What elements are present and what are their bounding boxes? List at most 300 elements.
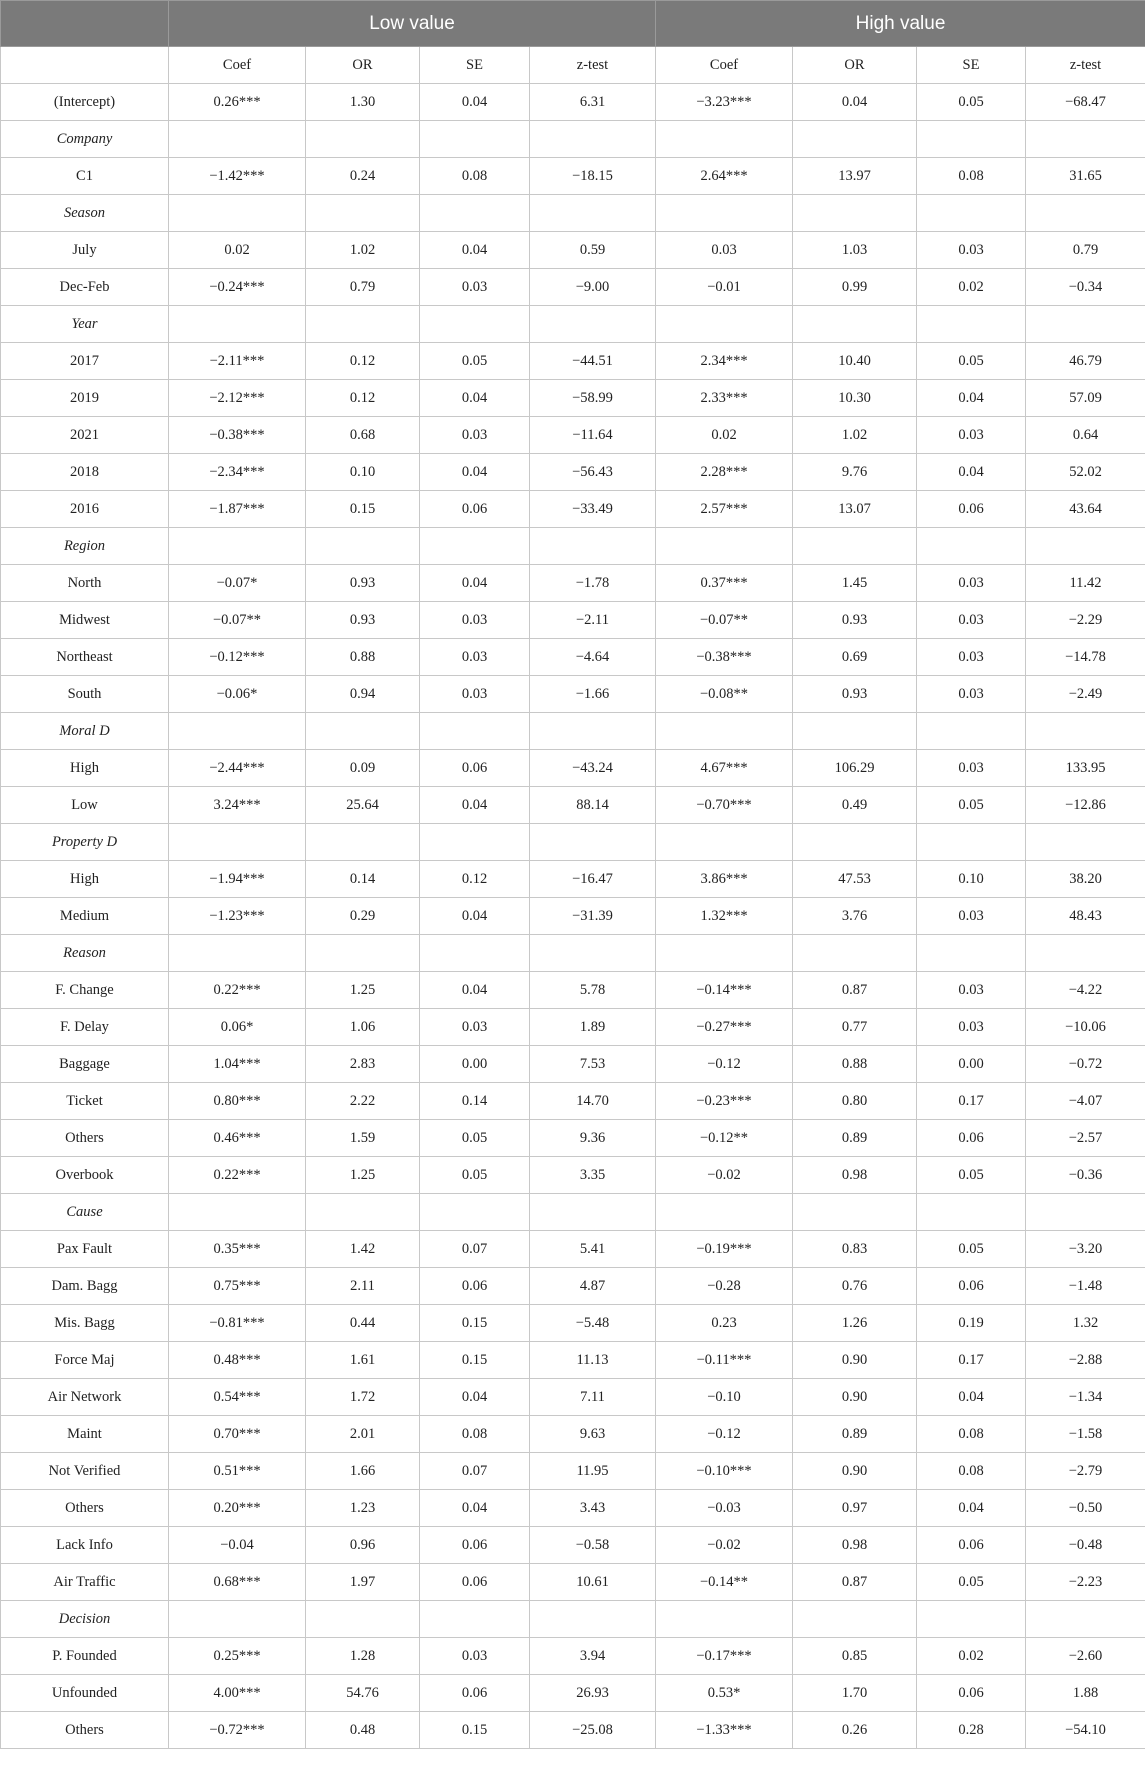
value-cell: [169, 306, 306, 343]
value-cell: 2.11: [306, 1268, 420, 1305]
value-cell: [1026, 935, 1145, 972]
value-cell: 0.05: [917, 1231, 1026, 1268]
value-cell: 0.05: [420, 1120, 530, 1157]
value-cell: [306, 824, 420, 861]
value-cell: 0.08: [917, 158, 1026, 195]
value-cell: −1.87***: [169, 491, 306, 528]
column-header-empty: [1, 47, 169, 84]
value-cell: 0.12: [306, 343, 420, 380]
value-cell: [530, 121, 656, 158]
value-cell: 1.26: [793, 1305, 917, 1342]
value-cell: −1.34: [1026, 1379, 1145, 1416]
value-cell: 1.59: [306, 1120, 420, 1157]
value-cell: 1.32: [1026, 1305, 1145, 1342]
value-cell: [793, 935, 917, 972]
value-cell: [917, 306, 1026, 343]
value-cell: 0.05: [917, 1564, 1026, 1601]
row-label: Pax Fault: [1, 1231, 169, 1268]
value-cell: [917, 935, 1026, 972]
value-cell: 0.03: [917, 232, 1026, 269]
value-cell: −10.06: [1026, 1009, 1145, 1046]
value-cell: 0.15: [420, 1305, 530, 1342]
value-cell: 0.90: [793, 1379, 917, 1416]
table-row: [1, 454, 1145, 491]
value-cell: −56.43: [530, 454, 656, 491]
value-cell: [1026, 713, 1145, 750]
value-cell: 0.03: [420, 676, 530, 713]
value-cell: 3.94: [530, 1638, 656, 1675]
value-cell: −12.86: [1026, 787, 1145, 824]
value-cell: [656, 935, 793, 972]
value-cell: [306, 713, 420, 750]
value-cell: 57.09: [1026, 380, 1145, 417]
value-cell: −1.48: [1026, 1268, 1145, 1305]
value-cell: 0.49: [793, 787, 917, 824]
value-cell: 9.76: [793, 454, 917, 491]
value-cell: 0.15: [420, 1712, 530, 1749]
value-cell: 0.04: [420, 84, 530, 121]
value-cell: 0.03: [917, 602, 1026, 639]
category-row: [1, 824, 1145, 861]
table-row: [1, 232, 1145, 269]
column-header-row: [1, 47, 1145, 84]
value-cell: 1.23: [306, 1490, 420, 1527]
value-cell: 0.48: [306, 1712, 420, 1749]
table-row: [1, 972, 1145, 1009]
value-cell: [530, 306, 656, 343]
value-cell: 0.04: [420, 232, 530, 269]
value-cell: −2.60: [1026, 1638, 1145, 1675]
category-label: Decision: [1, 1601, 169, 1638]
row-label: 2021: [1, 417, 169, 454]
value-cell: 0.03: [656, 232, 793, 269]
value-cell: −0.04: [169, 1527, 306, 1564]
value-cell: −54.10: [1026, 1712, 1145, 1749]
value-cell: 0.69: [793, 639, 917, 676]
value-cell: 0.88: [306, 639, 420, 676]
value-cell: 0.98: [793, 1527, 917, 1564]
value-cell: −2.12***: [169, 380, 306, 417]
value-cell: −0.01: [656, 269, 793, 306]
value-cell: 0.97: [793, 1490, 917, 1527]
value-cell: 0.06: [917, 1268, 1026, 1305]
table-row: [1, 676, 1145, 713]
value-cell: 0.04: [420, 454, 530, 491]
value-cell: 0.25***: [169, 1638, 306, 1675]
value-cell: 0.03: [420, 1009, 530, 1046]
value-cell: [306, 935, 420, 972]
value-cell: −0.06*: [169, 676, 306, 713]
value-cell: 0.08: [917, 1416, 1026, 1453]
value-cell: [656, 713, 793, 750]
value-cell: 2.64***: [656, 158, 793, 195]
value-cell: 0.03: [917, 898, 1026, 935]
value-cell: 52.02: [1026, 454, 1145, 491]
value-cell: −2.11: [530, 602, 656, 639]
row-label: Others: [1, 1120, 169, 1157]
value-cell: 38.20: [1026, 861, 1145, 898]
value-cell: [420, 824, 530, 861]
value-cell: 1.04***: [169, 1046, 306, 1083]
value-cell: −4.22: [1026, 972, 1145, 1009]
value-cell: [793, 121, 917, 158]
value-cell: 7.53: [530, 1046, 656, 1083]
value-cell: −1.23***: [169, 898, 306, 935]
value-cell: 1.42: [306, 1231, 420, 1268]
value-cell: 0.87: [793, 1564, 917, 1601]
value-cell: −0.07**: [656, 602, 793, 639]
value-cell: −0.02: [656, 1527, 793, 1564]
value-cell: 25.64: [306, 787, 420, 824]
column-header-or: OR: [793, 47, 917, 84]
row-label: 2019: [1, 380, 169, 417]
value-cell: [420, 195, 530, 232]
column-header-z-test: z-test: [530, 47, 656, 84]
category-label: Company: [1, 121, 169, 158]
value-cell: 0.26***: [169, 84, 306, 121]
value-cell: 0.03: [917, 1009, 1026, 1046]
value-cell: 0.89: [793, 1120, 917, 1157]
row-label: Midwest: [1, 602, 169, 639]
value-cell: 3.86***: [656, 861, 793, 898]
category-row: [1, 121, 1145, 158]
value-cell: −0.81***: [169, 1305, 306, 1342]
category-row: [1, 195, 1145, 232]
table-row: [1, 1009, 1145, 1046]
value-cell: 0.19: [917, 1305, 1026, 1342]
value-cell: −0.72: [1026, 1046, 1145, 1083]
value-cell: −0.08**: [656, 676, 793, 713]
value-cell: −0.19***: [656, 1231, 793, 1268]
value-cell: [169, 1601, 306, 1638]
value-cell: 0.05: [420, 343, 530, 380]
value-cell: 2.22: [306, 1083, 420, 1120]
value-cell: [793, 824, 917, 861]
value-cell: 0.68***: [169, 1564, 306, 1601]
value-cell: 0.51***: [169, 1453, 306, 1490]
value-cell: [420, 1601, 530, 1638]
value-cell: 0.06*: [169, 1009, 306, 1046]
category-row: [1, 1194, 1145, 1231]
value-cell: 0.83: [793, 1231, 917, 1268]
value-cell: −5.48: [530, 1305, 656, 1342]
value-cell: [530, 195, 656, 232]
category-row: [1, 1601, 1145, 1638]
value-cell: 0.22***: [169, 1157, 306, 1194]
value-cell: 0.79: [306, 269, 420, 306]
value-cell: −1.58: [1026, 1416, 1145, 1453]
value-cell: 0.12: [306, 380, 420, 417]
row-label: Low: [1, 787, 169, 824]
category-row: [1, 528, 1145, 565]
value-cell: 0.03: [420, 1638, 530, 1675]
value-cell: 0.03: [420, 639, 530, 676]
value-cell: 0.04: [420, 1379, 530, 1416]
value-cell: [793, 195, 917, 232]
value-cell: 0.70***: [169, 1416, 306, 1453]
value-cell: 0.15: [306, 491, 420, 528]
value-cell: 1.89: [530, 1009, 656, 1046]
value-cell: −2.34***: [169, 454, 306, 491]
value-cell: 0.02: [656, 417, 793, 454]
value-cell: 2.83: [306, 1046, 420, 1083]
table-row: [1, 1675, 1145, 1712]
value-cell: −3.23***: [656, 84, 793, 121]
value-cell: 0.00: [917, 1046, 1026, 1083]
value-cell: 3.24***: [169, 787, 306, 824]
value-cell: 1.70: [793, 1675, 917, 1712]
value-cell: −0.36: [1026, 1157, 1145, 1194]
value-cell: 0.85: [793, 1638, 917, 1675]
category-label: Region: [1, 528, 169, 565]
value-cell: 0.06: [917, 1120, 1026, 1157]
value-cell: 0.87: [793, 972, 917, 1009]
table-row: [1, 417, 1145, 454]
category-label: Property D: [1, 824, 169, 861]
value-cell: 4.00***: [169, 1675, 306, 1712]
value-cell: 13.97: [793, 158, 917, 195]
value-cell: 1.97: [306, 1564, 420, 1601]
value-cell: 0.04: [917, 1490, 1026, 1527]
value-cell: 10.61: [530, 1564, 656, 1601]
value-cell: [917, 713, 1026, 750]
category-label: Moral D: [1, 713, 169, 750]
value-cell: −0.38***: [656, 639, 793, 676]
value-cell: 0.04: [793, 84, 917, 121]
table-row: [1, 565, 1145, 602]
table-row: [1, 1564, 1145, 1601]
value-cell: 0.03: [917, 750, 1026, 787]
value-cell: 0.94: [306, 676, 420, 713]
value-cell: 0.00: [420, 1046, 530, 1083]
value-cell: 4.67***: [656, 750, 793, 787]
value-cell: −18.15: [530, 158, 656, 195]
value-cell: −4.07: [1026, 1083, 1145, 1120]
category-row: [1, 306, 1145, 343]
row-label: 2016: [1, 491, 169, 528]
value-cell: 0.93: [793, 676, 917, 713]
row-label: Others: [1, 1712, 169, 1749]
value-cell: [656, 121, 793, 158]
value-cell: [530, 1601, 656, 1638]
value-cell: [656, 1601, 793, 1638]
category-row: [1, 713, 1145, 750]
value-cell: 0.14: [420, 1083, 530, 1120]
value-cell: 0.90: [793, 1342, 917, 1379]
value-cell: 2.57***: [656, 491, 793, 528]
category-label: Cause: [1, 1194, 169, 1231]
value-cell: [793, 713, 917, 750]
value-cell: 31.65: [1026, 158, 1145, 195]
value-cell: 0.89: [793, 1416, 917, 1453]
value-cell: −0.12***: [169, 639, 306, 676]
table-row: [1, 861, 1145, 898]
row-label: Northeast: [1, 639, 169, 676]
value-cell: 0.06: [420, 1527, 530, 1564]
value-cell: 13.07: [793, 491, 917, 528]
value-cell: [793, 306, 917, 343]
value-cell: 0.75***: [169, 1268, 306, 1305]
row-label: South: [1, 676, 169, 713]
value-cell: −0.38***: [169, 417, 306, 454]
category-label: Year: [1, 306, 169, 343]
value-cell: 0.08: [420, 1416, 530, 1453]
table-row: [1, 1083, 1145, 1120]
value-cell: [306, 1194, 420, 1231]
column-header-se: SE: [917, 47, 1026, 84]
table-row: [1, 898, 1145, 935]
value-cell: 26.93: [530, 1675, 656, 1712]
value-cell: 0.03: [917, 972, 1026, 1009]
value-cell: [530, 824, 656, 861]
value-cell: 0.98: [793, 1157, 917, 1194]
value-cell: 1.72: [306, 1379, 420, 1416]
value-cell: [793, 1194, 917, 1231]
table-row: [1, 380, 1145, 417]
value-cell: 0.46***: [169, 1120, 306, 1157]
value-cell: [530, 528, 656, 565]
value-cell: 0.05: [917, 787, 1026, 824]
row-label: Mis. Bagg: [1, 1305, 169, 1342]
row-label: 2017: [1, 343, 169, 380]
value-cell: 0.04: [917, 454, 1026, 491]
table-row: [1, 1490, 1145, 1527]
value-cell: [420, 1194, 530, 1231]
value-cell: −0.10: [656, 1379, 793, 1416]
value-cell: [1026, 528, 1145, 565]
value-cell: −2.23: [1026, 1564, 1145, 1601]
row-label: July: [1, 232, 169, 269]
value-cell: 2.01: [306, 1416, 420, 1453]
value-cell: [656, 528, 793, 565]
value-cell: 0.53*: [656, 1675, 793, 1712]
table-row: [1, 1638, 1145, 1675]
table-row: [1, 787, 1145, 824]
column-header-coef: Coef: [656, 47, 793, 84]
value-cell: [1026, 306, 1145, 343]
value-cell: 0.07: [420, 1231, 530, 1268]
value-cell: 0.12: [420, 861, 530, 898]
value-cell: [169, 824, 306, 861]
value-cell: [306, 306, 420, 343]
row-label: Unfounded: [1, 1675, 169, 1712]
value-cell: 106.29: [793, 750, 917, 787]
value-cell: 1.28: [306, 1638, 420, 1675]
value-cell: 0.04: [420, 1490, 530, 1527]
value-cell: −0.24***: [169, 269, 306, 306]
value-cell: 0.20***: [169, 1490, 306, 1527]
value-cell: [1026, 824, 1145, 861]
table-row: [1, 1046, 1145, 1083]
value-cell: 1.61: [306, 1342, 420, 1379]
value-cell: [169, 528, 306, 565]
value-cell: 11.42: [1026, 565, 1145, 602]
value-cell: [306, 1601, 420, 1638]
table-row: [1, 750, 1145, 787]
value-cell: 0.35***: [169, 1231, 306, 1268]
value-cell: [420, 121, 530, 158]
value-cell: 133.95: [1026, 750, 1145, 787]
value-cell: −33.49: [530, 491, 656, 528]
row-label: P. Founded: [1, 1638, 169, 1675]
value-cell: 0.08: [420, 158, 530, 195]
value-cell: 0.93: [306, 565, 420, 602]
value-cell: 0.24: [306, 158, 420, 195]
row-label: Ticket: [1, 1083, 169, 1120]
value-cell: −25.08: [530, 1712, 656, 1749]
value-cell: 0.05: [917, 84, 1026, 121]
value-cell: 0.04: [917, 1379, 1026, 1416]
value-cell: 1.25: [306, 972, 420, 1009]
value-cell: 0.28: [917, 1712, 1026, 1749]
value-cell: 46.79: [1026, 343, 1145, 380]
value-cell: [656, 824, 793, 861]
value-cell: [656, 306, 793, 343]
value-cell: 0.02: [917, 1638, 1026, 1675]
value-cell: [917, 1601, 1026, 1638]
value-cell: −0.03: [656, 1490, 793, 1527]
value-cell: 0.80: [793, 1083, 917, 1120]
row-label: High: [1, 861, 169, 898]
value-cell: 0.93: [793, 602, 917, 639]
value-cell: −1.78: [530, 565, 656, 602]
value-cell: 0.06: [917, 1527, 1026, 1564]
value-cell: 0.06: [420, 750, 530, 787]
value-cell: −1.33***: [656, 1712, 793, 1749]
value-cell: [530, 713, 656, 750]
column-header-or: OR: [306, 47, 420, 84]
value-cell: −0.02: [656, 1157, 793, 1194]
value-cell: 0.93: [306, 602, 420, 639]
table-row: [1, 1231, 1145, 1268]
value-cell: 5.78: [530, 972, 656, 1009]
table-body: [1, 84, 1145, 1749]
value-cell: 11.13: [530, 1342, 656, 1379]
value-cell: 2.28***: [656, 454, 793, 491]
value-cell: [1026, 1194, 1145, 1231]
row-label: F. Change: [1, 972, 169, 1009]
value-cell: 0.03: [420, 269, 530, 306]
value-cell: 0.04: [420, 787, 530, 824]
table-row: [1, 1305, 1145, 1342]
value-cell: 0.04: [917, 380, 1026, 417]
value-cell: 0.09: [306, 750, 420, 787]
table-row: [1, 1527, 1145, 1564]
value-cell: 0.02: [169, 232, 306, 269]
value-cell: −1.42***: [169, 158, 306, 195]
value-cell: 0.03: [917, 565, 1026, 602]
table-row: [1, 1416, 1145, 1453]
value-cell: 0.03: [420, 417, 530, 454]
value-cell: 0.68: [306, 417, 420, 454]
value-cell: 0.88: [793, 1046, 917, 1083]
value-cell: [917, 195, 1026, 232]
value-cell: 0.04: [420, 565, 530, 602]
row-label: Medium: [1, 898, 169, 935]
table-row: [1, 1712, 1145, 1749]
value-cell: 88.14: [530, 787, 656, 824]
value-cell: 0.04: [420, 898, 530, 935]
value-cell: −0.12**: [656, 1120, 793, 1157]
value-cell: −2.29: [1026, 602, 1145, 639]
value-cell: 0.23: [656, 1305, 793, 1342]
row-label: Others: [1, 1490, 169, 1527]
value-cell: 0.06: [420, 1564, 530, 1601]
value-cell: −0.12: [656, 1416, 793, 1453]
value-cell: −0.23***: [656, 1083, 793, 1120]
value-cell: [656, 195, 793, 232]
value-cell: 0.03: [420, 602, 530, 639]
